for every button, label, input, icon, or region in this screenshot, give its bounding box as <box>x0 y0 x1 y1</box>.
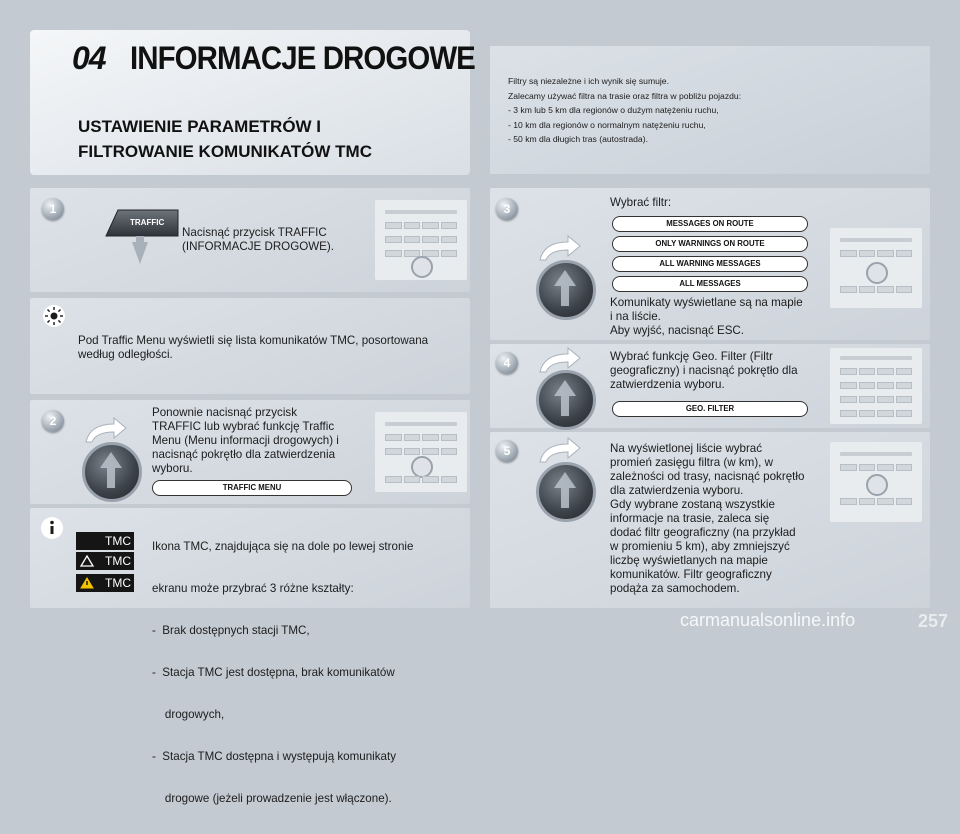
step-number-badge: 4 <box>496 352 518 374</box>
step5-text-line: dodać filtr geograficzny (na przykład <box>610 526 796 539</box>
radio-panel-illustration <box>830 442 922 522</box>
step4-text <box>610 350 830 392</box>
watermark: carmanualsonline.info <box>680 610 856 630</box>
page-number: 257 <box>917 611 948 631</box>
step5-text-line: Na wyświetlonej liście wybrać <box>610 442 763 455</box>
radio-panel-illustration <box>375 200 467 280</box>
tmc-label: TMC <box>105 534 131 548</box>
step1-panel <box>30 188 470 292</box>
tip-text <box>78 334 468 362</box>
step-number-badge: 2 <box>42 410 64 432</box>
step3-text-line: Komunikaty wyświetlane są na mapie <box>610 296 803 309</box>
tip-text-line: Pod Traffic Menu wyświetli się lista komunikatów TMC, posortowana <box>78 334 429 347</box>
info-text-line: - Brak dostępnych stacji TMC, <box>152 624 310 637</box>
step5-text-line: informacje na trasie, zaleca się <box>610 512 770 525</box>
rotate-arrow-icon <box>536 436 582 464</box>
rotate-arrow-icon <box>82 416 128 444</box>
tmc-indicator-no-station <box>76 532 134 550</box>
step5-text-line: promień zasięgu filtra (w km), w <box>610 456 773 469</box>
step-number-badge: 5 <box>496 440 518 462</box>
step5-panel <box>490 432 930 608</box>
step1-text-line: (INFORMACJE DROGOWE). <box>182 240 334 253</box>
tmc-label: TMC <box>105 554 131 568</box>
step1-text-line: Nacisnąć przycisk TRAFFIC <box>182 226 327 239</box>
step2-text-line: nacisnąć pokrętło dla zatwierdzenia <box>152 448 336 461</box>
chapter-header <box>30 30 475 175</box>
lightbulb-icon <box>42 304 66 328</box>
step-number-badge: 1 <box>42 198 64 220</box>
step3-text-line: i na liście. <box>610 310 661 323</box>
section-title-line2: FILTROWANIE KOMUNIKATÓW TMC <box>78 142 372 161</box>
chapter-title: INFORMACJE DROGOWE <box>130 40 475 76</box>
step3-panel <box>490 188 930 340</box>
step2-text <box>152 406 367 476</box>
section-title <box>78 114 448 164</box>
info-text-line: - Stacja TMC dostępna i występują komunikaty <box>152 750 397 763</box>
filter-option-all-warning-messages[interactable]: ALL WARNING MESSAGES <box>612 256 808 272</box>
step2-panel <box>30 400 470 504</box>
step2-text-line: Ponownie nacisnąć przycisk <box>152 406 297 419</box>
warning-triangle-icon <box>80 577 94 589</box>
chapter-number: 04 <box>72 40 106 76</box>
step3-intro: Wybrać filtr: <box>610 196 672 209</box>
filter-note-line2: Zalecamy używać filtra na trasie oraz filtra w pobliżu pojazdu: <box>508 90 742 101</box>
tip-text-line: według odległości. <box>78 348 173 361</box>
filter-option-only-warnings-on-route[interactable]: ONLY WARNINGS ON ROUTE <box>612 236 808 252</box>
tip-panel <box>30 298 470 394</box>
press-arrow-icon <box>552 268 578 308</box>
filter-note-bullet: - 3 km lub 5 km dla regionów o dużym natężeniu ruchu, <box>508 105 719 115</box>
info-text-line: - Stacja TMC jest dostępna, brak komunikatów <box>152 666 395 679</box>
step5-text <box>610 442 832 596</box>
filter-note-line1: Filtry są niezależne i ich wynik się sumuje. <box>508 76 669 86</box>
tmc-label: TMC <box>105 576 131 590</box>
press-arrow-icon <box>552 378 578 418</box>
step-number-badge: 3 <box>496 198 518 220</box>
step5-text-line: komunikatów. Filtr geograficzny <box>610 568 772 581</box>
step4-panel <box>490 344 930 428</box>
info-text <box>152 512 467 834</box>
step5-text-line: dla zatwierdzenia wyboru. <box>610 484 744 497</box>
info-text-line: ekranu może przybrać 3 różne kształty: <box>152 582 354 595</box>
radio-panel-illustration <box>830 228 922 308</box>
traffic-menu-option[interactable]: TRAFFIC MENU <box>152 480 352 496</box>
step5-text-line: zależności od trasy, nacisnąć pokrętło <box>610 470 805 483</box>
tmc-indicator-no-messages <box>76 552 134 570</box>
press-arrow-icon <box>98 450 124 490</box>
step4-text-line: Wybrać funkcję Geo. Filter (Filtr <box>610 350 773 363</box>
geo-filter-option[interactable]: GEO. FILTER <box>612 401 808 417</box>
step3-text <box>610 296 830 338</box>
info-panel <box>30 508 470 805</box>
filter-option-all-messages[interactable]: ALL MESSAGES <box>612 276 808 292</box>
section-title-line1: USTAWIENIE PARAMETRÓW I <box>78 117 322 136</box>
info-text-line: drogowych, <box>152 708 225 721</box>
rotate-arrow-icon <box>536 234 582 262</box>
warning-triangle-outline-icon <box>80 555 94 567</box>
info-icon <box>40 516 64 540</box>
tmc-indicator-with-messages <box>76 574 134 592</box>
traffic-button-label: TRAFFIC <box>130 218 165 227</box>
radio-panel-illustration <box>375 412 467 492</box>
filter-option-messages-on-route[interactable]: MESSAGES ON ROUTE <box>612 216 808 232</box>
step5-text-line: w promieniu 5 km), aby zmniejszyć <box>610 540 790 553</box>
step5-text-line: liczbę wyświetlanych na mapie <box>610 554 768 567</box>
press-arrow-icon <box>552 470 578 510</box>
radio-panel-illustration <box>830 348 922 424</box>
step3-text-line: Aby wyjść, nacisnąć ESC. <box>610 324 745 337</box>
step2-text-line: TRAFFIC lub wybrać funkcję Traffic <box>152 420 335 433</box>
step1-text <box>182 226 392 254</box>
filter-note-bullet: - 50 km dla długich tras (autostrada). <box>508 134 648 144</box>
step2-text-line: wyboru. <box>152 462 193 475</box>
filter-note-panel <box>490 46 930 174</box>
step4-text-line: geograficzny) i nacisnąć pokrętło dla <box>610 364 798 377</box>
step4-text-line: zatwierdzenia wyboru. <box>610 378 725 391</box>
info-text-line: drogowe (jeżeli prowadzenie jest włączone). <box>152 792 392 805</box>
traffic-button-icon <box>96 206 182 264</box>
step5-text-line: Gdy wybrane zostaną wszystkie <box>610 498 775 511</box>
step5-text-line: podąża za samochodem. <box>610 582 740 595</box>
step2-text-line: Menu (Menu informacji drogowych) i <box>152 434 339 447</box>
filter-note-bullet: - 10 km dla regionów o normalnym natężeniu ruchu, <box>508 119 706 130</box>
info-text-line: Ikona TMC, znajdująca się na dole po lewej stronie <box>152 540 414 553</box>
